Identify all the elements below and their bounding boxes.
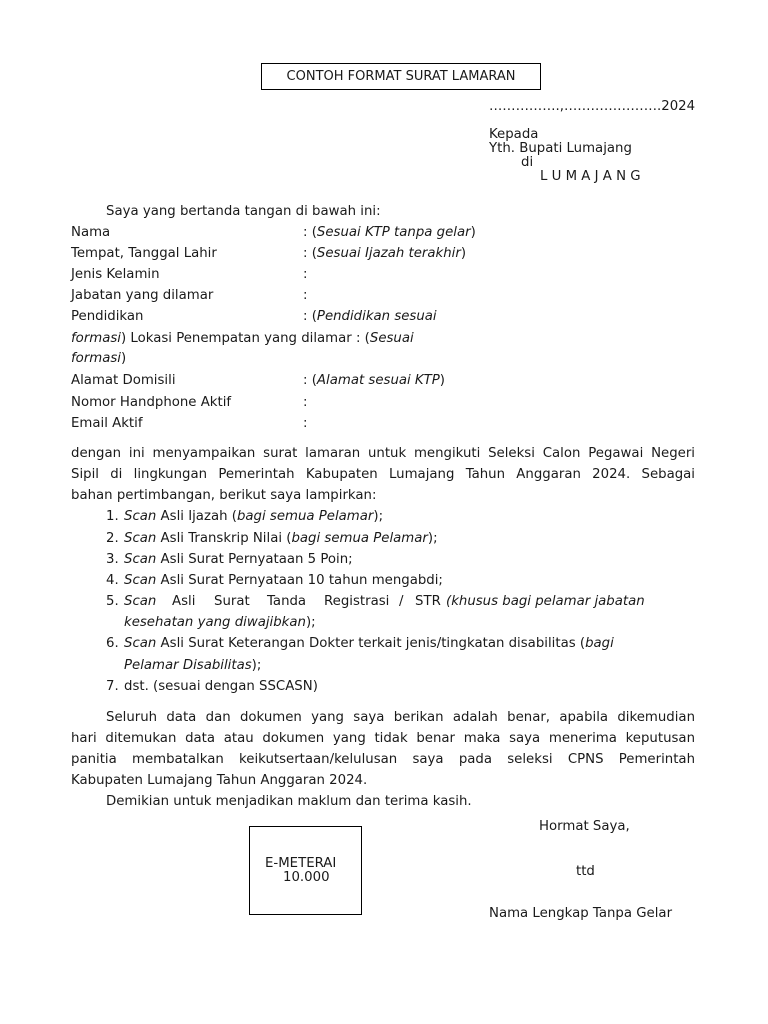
- field-value: : (Alamat sesuai KTP): [303, 373, 445, 388]
- field-label: Nomor Handphone Aktif: [71, 395, 232, 410]
- recipient-place: L U M A J A N G: [540, 169, 641, 184]
- list-item-number: 5.: [106, 594, 119, 609]
- signature-hormat: Hormat Saya,: [539, 819, 630, 834]
- document-title: CONTOH FORMAT SURAT LAMARAN: [286, 69, 516, 84]
- closing-text: Demikian untuk menjadikan maklum dan terima kasih.: [106, 794, 472, 809]
- list-item-word: STR: [415, 594, 441, 609]
- para2-line-4: Kabupaten Lumajang Tahun Anggaran 2024.: [71, 773, 368, 788]
- para1-line-3: bahan pertimbangan, berikut saya lampirkan:: [71, 488, 377, 503]
- para1-line-2: Sipil di lingkungan Pemerintah Kabupaten Lumajang Tahun Anggaran 2024. Sebagai: [71, 467, 695, 482]
- para2-line-1: Seluruh data dan dokumen yang saya berikan adalah benar, apabila dikemudian: [106, 710, 695, 725]
- field-value: :: [303, 267, 308, 282]
- list-item: 3. Scan Asli Surat Pernyataan 5 Poin;: [106, 552, 353, 567]
- recipient-kepada: Kepada: [489, 127, 539, 142]
- list-item: 6. Scan Asli Surat Keterangan Dokter terkait jenis/tingkatan disabilitas (bagi: [106, 636, 614, 651]
- list-item-word: Registrasi: [324, 594, 390, 609]
- e-meterai-label: E-METERAI: [265, 856, 337, 871]
- list-item-word: Asli: [172, 594, 196, 609]
- recipient-di: di: [521, 155, 534, 170]
- signature-name: Nama Lengkap Tanpa Gelar: [489, 906, 673, 921]
- field-value: : (Sesuai Ijazah terakhir): [303, 246, 467, 261]
- field-value: :: [303, 288, 308, 303]
- field-wrap-line-2: formasi): [71, 351, 127, 366]
- e-meterai-box: [249, 826, 362, 915]
- field-label: Nama: [71, 225, 111, 240]
- field-label: Jenis Kelamin: [71, 267, 160, 282]
- para1-line-1: dengan ini menyampaikan surat lamaran untuk mengikuti Seleksi Calon Pegawai Negeri: [71, 446, 695, 461]
- document-title-box: [261, 63, 541, 90]
- field-value: :: [303, 416, 308, 431]
- list-item-word: Scan: [124, 594, 157, 609]
- list-item-continuation: kesehatan yang diwajibkan);: [124, 615, 316, 630]
- recipient-yth: Yth. Bupati Lumajang: [489, 141, 632, 156]
- field-wrap-line-1: formasi) Lokasi Penempatan yang dilamar : (Sesuai: [71, 331, 414, 346]
- list-item-continuation: Pelamar Disabilitas);: [124, 658, 262, 673]
- list-item: 2. Scan Asli Transkrip Nilai (bagi semua Pelamar);: [106, 531, 438, 546]
- field-value: : (Pendidikan sesuai: [303, 309, 437, 324]
- list-item: 1. Scan Asli Ijazah (bagi semua Pelamar);: [106, 509, 384, 524]
- list-item: 7. dst. (sesuai dengan SSCASN): [106, 679, 318, 694]
- signature-ttd: ttd: [576, 864, 595, 879]
- date-line: …………….,………………….2024: [489, 99, 696, 114]
- list-item-word: Tanda: [267, 594, 307, 609]
- para2-line-2: hari ditemukan data atau dokumen yang tidak benar maka saya menerima keputusan: [71, 731, 695, 746]
- list-item-word: (khusus bagi pelamar jabatan: [446, 594, 645, 609]
- list-item-word: /: [399, 594, 404, 609]
- field-value: : (Sesuai KTP tanpa gelar): [303, 225, 476, 240]
- field-label: Jabatan yang dilamar: [71, 288, 214, 303]
- intro-text: Saya yang bertanda tangan di bawah ini:: [106, 204, 381, 219]
- field-label: Email Aktif: [71, 416, 143, 431]
- field-label: Pendidikan: [71, 309, 144, 324]
- list-item: 4. Scan Asli Surat Pernyataan 10 tahun mengabdi;: [106, 573, 443, 588]
- para2-line-3: panitia membatalkan keikutsertaan/kelulusan saya pada seleksi CPNS Pemerintah: [71, 752, 695, 767]
- list-item-word: Surat: [214, 594, 250, 609]
- field-value: :: [303, 395, 308, 410]
- e-meterai-value: 10.000: [283, 870, 330, 885]
- field-label: Alamat Domisili: [71, 373, 176, 388]
- field-label: Tempat, Tanggal Lahir: [71, 246, 217, 261]
